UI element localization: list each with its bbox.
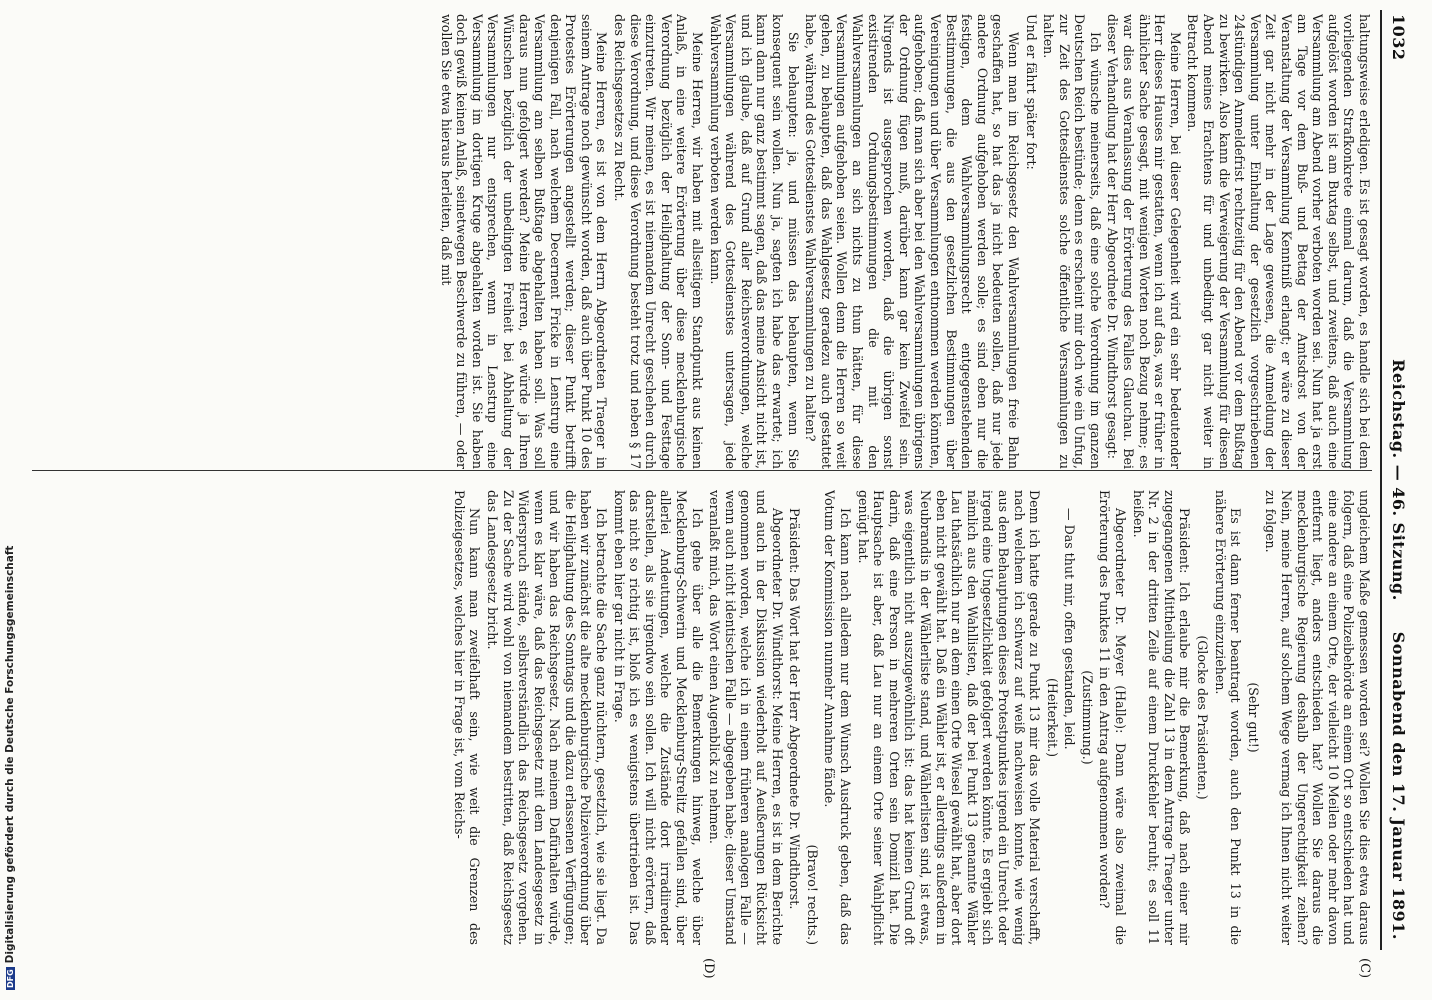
- credit-text: Digitalisierung gefördert durch die Deutsche Forschungsgemeinschaft: [4, 545, 16, 964]
- paragraph: Präsident: Ich erlaube mir die Bemerkung, daß nach einer mir zugegangenen Mittheilung die Zahl 13 in dem Antrage Traeger unter Nr. 2 in der dritten Zeile auf einem Druckfehler beruht; es soll 11 heißen.: [1130, 490, 1193, 945]
- paragraph: Denn ich hatte gerade zu Punkt 13 mir das volle Material verschafft, nach welchem ich schwarz auf weiß nachweisen konnte, wie wenig aus dem Behauptungen dieses Protestpunktes irgend ein Unrecht oder irgend eine Ungesetzlichkeit gefolgert werden könnte. Es ergiebt sich nämlich aus den Wahllisten, daß der bei Punkt 13 genannte Wähler Lau thatsächlich nur an dem einen Orte Wiesel gewählt hat, aber dort eben nicht gewählt hat. Daß ein Wähler ist, er allerdings außerdem in Neubrandis in der Wählerliste stand, und Wählerlisten sind, ist etwas, was eigentlich nicht auszugewöhnlich ist: das hat keinen Grund oft darin, daß eine Person in mehreren Orten sein Domizil hat. Die Hauptsache ist aber, daß Lau nur an einem Orte seiner Wahlpflicht genügt hat.: [855, 490, 1043, 945]
- interjection: (Glocke des Präsidenten.): [1195, 635, 1211, 800]
- paragraph: haltungsweise erledigen. Es ist gesagt worden, es handle sich bei dem vorliegenden Strafkonkrete einmal darum, daß die Versammlung aufgelöst worden ist am Buxtag selbst, und zweitens, daß auch eine Versammlung am Abend vorher verboten worden sei. Nun hat ja erst am Tage vor dem Buß- und Bettag der Amtsdrost von der Veranstaltung der Versammlung Kenntniß erlangt; er wäre zu dieser Zeit gar nicht mehr in der Lage gewesen, die Anmeldung der Versammlung unter Einhaltung der gesetzlich vorgeschriebenen 24stündigen Anmeldefrist rechtzeitig für den Abend vor dem Bußtag zu bewirken. Also kann die Verweigerung der Versammlung für diesen Abend meines Erachtens für und unbedingt gar nicht weiter in Betracht kommen.: [1185, 14, 1372, 469]
- paragraph: Es ist dann ferner beantragt worden, auch den Punkt 13 in die nähere Erörterung einzuziehen.: [1212, 490, 1244, 945]
- quote-paragraph: Ich wünsche meinerseits, daß eine solche Verordnung im ganzen Deutschen Reich bestünde; denn es erscheint mir doch wie ein Unfug, zur Zeit des Gottesdienstes solche öffentliche Versammlungen zu halten.: [1041, 14, 1103, 469]
- page-title: Reichstag. — 46. Sitzung.: [1389, 359, 1408, 601]
- digitization-credit: [4, 0, 18, 990]
- left-column: [32, 14, 1372, 469]
- paragraph: Meine Herren, wir haben mit allseitigem Standpunkt aus keinen Anlaß, in eine weitere Erörterung über diese mecklenburgische Verordnung bezüglich der Heilighaltung der Sonn- und Festtage einzutreten. Wir meinen, es ist niemandem Unrecht geschehen durch diese Verordnung, und diese Verordnung besteht trotz und neben § 17 des Reichsgesetzes zu Recht.: [612, 14, 706, 469]
- page-number: 1032: [1389, 14, 1408, 61]
- paragraph: Abgeordneter Dr. Windthorst: Meine Herren, es ist in dem Berichte und auch in der Diskussion wiederholt auf Aeußerungen Rücksicht genommen worden, welche ich in einem früheren analogen Falle — wenn auch nicht identischen Falle — abgegeben habe; dieser Umstand veranlaßt mich, das Wort einen Augenblick zu nehmen.: [707, 490, 785, 945]
- paragraph: Nun kann man zweifelhaft sein, wie weit die Grenzen des Polizeigesetzes, welches hier in Frage ist, vom Reichs-: [451, 490, 483, 945]
- paragraph: — Das thut mir, offen gestanden, leid.: [1062, 508, 1078, 750]
- interjection: (Sehr gut!): [1245, 682, 1261, 753]
- right-column: [32, 490, 1372, 945]
- quote-paragraph: Wenn man im Reichsgesetz den Wahlversammlungen freie Bahn geschaffen hat, so hat das ja nicht bedeuten sollen, daß nur jede andere Ordnung aufgehoben werden solle; es sind eben nur die festigen, dem Wahlversammlungsrecht entgegenstehenden Bestimmungen, die aus den gesetzlichen Bestimmungen über Vereinigungen und über Versammlungen entnommen werden könnten, aufgehoben; daß man sich aber bei den Wahlversammlungen übrigens der Ordnung fügen muß, darüber kann gar kein Zweifel sein. Nirgends ist ausgesprochen worden, daß die übrigen sonst existirenden Ordnungsbestimmungen die mit den Wahlversammlungen an sich nichts zu thun hätten, für diese Versammlungen aufgehoben seien. Wollen denn die Herren so weit gehen, zu behaupten, daß das Wahlgesetz geradezu auch gestattet habe, während des Gottesdienstes Wahlversammlungen zu halten?: [803, 14, 1021, 469]
- paragraph: Ich kann nach alledem nur dem Wunsch Ausdruck geben, daß das Votum der Kommission nunmehr Annahme fände.: [822, 490, 853, 945]
- paragraph: Und er fährt später fort:: [1023, 14, 1039, 170]
- margin-mark-d: (D): [701, 958, 716, 979]
- header-rule: [1380, 10, 1382, 950]
- paragraph: ungleichem Maße gemessen worden sei? Wollen Sie dies etwa daraus folgern, daß eine Polizeibehörde an einem Ort so entschieden hat und eine andere an einem Orte, der vielleicht 10 Meilen oder mehr davon entfernt liegt, anders entschieden hat? Wollen Sie daraus die mecklenburgische Regierung deshalb der Ungerechtigkeit zeihen? Nein, meine Herren, auf solchem Wege vermag ich Ihnen nicht weiter zu folgen.: [1263, 490, 1372, 945]
- interjection: (Bravo! rechts.): [804, 844, 820, 945]
- rotated-newspaper-page: [16, 0, 1416, 1000]
- paragraph: Ich gehe über alle die Bemerkungen hinweg, welche über Mecklenburg-Schwerin und Mecklenburg-Strelitz gefallen sind, über allerlei Andeutungen, welche die Zustände dort irradiirender darstellen, als sie irgendwo sein sollen. Ich will nicht erörtern, daß das nicht so richtig ist, bloß ich es wenigstens übertrieben ist. Das kommt eben hier gar nicht in Frage.: [611, 490, 705, 945]
- interjection: (Heiterkeit.): [1044, 678, 1060, 757]
- paragraph: Präsident: Das Wort hat der Herr Abgeordnete Dr. Windthorst.: [787, 508, 803, 910]
- page-header: [1384, 0, 1408, 960]
- column-separator: [32, 470, 1372, 471]
- footer-strip: [0, 0, 22, 1000]
- quote-paragraph: Sie behaupten: ja, und müssen das behaupten, wenn Sie konsequent sein wollen. Nun ja, sagten ich habe das erwartet; ich kann dann nur ganz bestimmt sagen, daß das meine Ansicht nicht ist, und ich glaube, daß auf Grund aller Reichsverordnungen, welche Versammlungen während des Gottesdienstes untersagen, jede Wahlversammlung verboten werden kann.: [707, 14, 801, 469]
- margin-mark-c: (C): [1357, 958, 1372, 979]
- paragraph: Meine Herren, es ist von dem Herrn Abgeordneten Traeger in seinem Antrage noch gewünscht worden, daß auch über Punkt 10 des Protestes Erörterungen angestellt werden; dieser Punkt betrifft denjenigen Fall, nach welchem Decernent Fricke in Lenstrup eine Versammlung am selben Bußtage abgehalten haben soll. Was soll daraus nun gefolgert werden? Meine Herren, es würde ja Ihren Wünschen bezüglich der unbedingten Freiheit bei Abhaltung der Versammlungen nur entsprechen, wenn in Lenstrup eine Versammlung im dortigen Kruge abgehalten worden ist. Sie haben doch gewiß keinen Anlaß, seinetwegen Beschwerde zu führen, — oder wollen Sie etwa hieraus herleiten, daß mit: [438, 14, 610, 469]
- paragraph: Meine Herren, bei dieser Gelegenheit wird ein sehr bedeutender Herr dieses Hauses mir gestatten, wenn ich auf das, was er früher in ähnlicher Sache gesagt, mit wenigen Worten noch Bezug nehme; es war dies aus Veranlassung der Erörterung des Falles Glauchau. Bei dieser Verhandlung hat der Herr Abgeordnete Dr. Windthorst gesagt:: [1105, 14, 1183, 469]
- dfg-logo-icon: DFG: [6, 969, 15, 988]
- page-date: Sonnabend den 17. Januar 1891.: [1389, 631, 1408, 940]
- paragraph: Ich betrachte die Sache ganz nüchtern, gesetzlich, wie sie liegt. Da haben wir zunächst die alte mecklenburgische Polizeiverordnung über die Heilighaltung des Sonntags und die dazu erlassenen Verfügungen; und wir haben das Reichsgesetz. Nach meinem Dafürhalten würde, wenn es klar wäre, daß das Reichsgesetz mit dem Landesgesetz in Widerspruch stände, selbstverständlich das Reichsgesetz vorgehen. Zu der Sache wird wohl von niemandem bestritten, daß Reichsgesetz das Landesgesetz bricht.: [484, 490, 610, 945]
- paragraph: Abgeordneter Dr. Meyer (Halle): Dann wäre also zweimal die Erörterung des Punktes 11 in den Antrag aufgenommen worden?: [1097, 490, 1129, 945]
- interjection: (Zustimmung.): [1079, 670, 1095, 765]
